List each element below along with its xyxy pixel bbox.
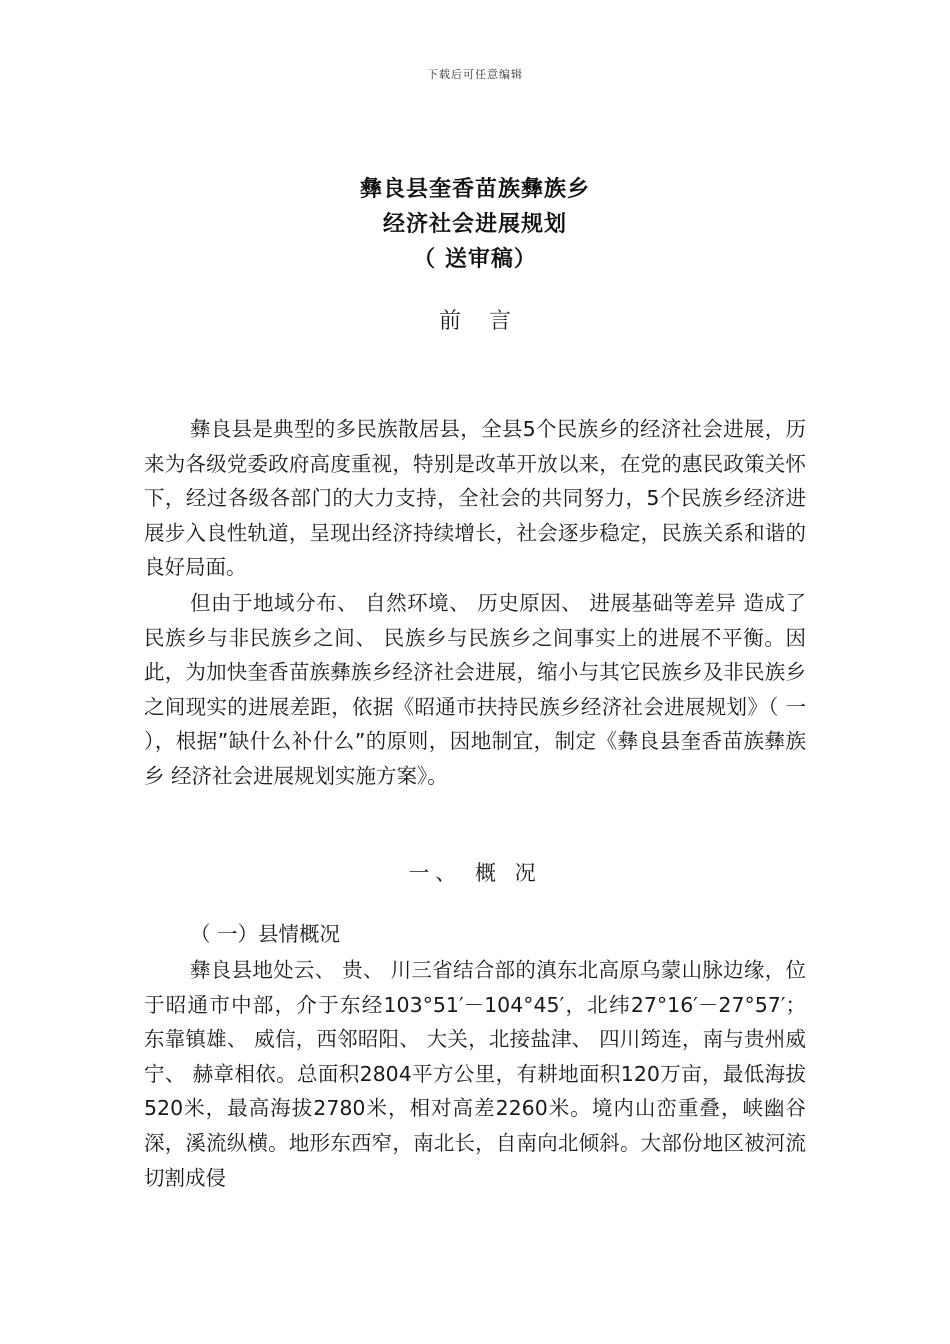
document-title-line3: （ 送审稿） <box>413 247 537 272</box>
paragraph-3: 彝良县地处云、 贵、 川三省结合部的滇东北高原乌蒙山脉边缘，位于昭通市中部，介于东经103°51′－104°45′，北纬27°16′－27°57′；东靠镇雄、 威信，西邻昭阳、 大关，北接盐津、 四川筠连，南与贵州威宁、 赫章相依。总面积2804平方公里，有耕地面积120万亩，最低海拔520米，最高海拔2780米，相对高差2260米。境内山峦重叠，峡幽谷深，溪流纵横。地形东西窄，南北长，自南向北倾斜。大部份地区被河流切割成侵 <box>144 958 806 1190</box>
section-heading-overview: 一、 概 况 <box>408 861 542 885</box>
document-title-line2: 经济社会进展规划 <box>382 212 567 237</box>
paragraph-2: 但由于地域分布、 自然环境、 历史原因、 进展基础等差异 造成了民族乡与非民族乡之间、 民族乡与民族乡之间事实上的进展不平衡。因此，为加快奎香苗族彝族乡经济社会进展，缩小与其它民族乡及非民族乡之间现实的进展差距，依据《昭通市扶持民族乡经济社会进展规划》（ 一 ），根据”缺什么补什么”的原则，因地制宜，制定《彝良县奎香苗族彝族乡 经济社会进展规划实施方案》。 <box>144 591 806 788</box>
paragraph-1: 彝良县是典型的多民族散居县，全县5个民族乡的经济社会进展，历来为各级党委政府高度重视，特别是改革开放以来，在党的惠民政策关怀下，经过各级各部门的大力支持，全社会的共同努力，5个民族乡经济进展步入良性轨道，呈现出经济持续增长，社会逐步稳定，民族关系和谐的良好局面。 <box>144 417 806 580</box>
document-title-line1: 彝良县奎香苗族彝族乡 <box>359 177 590 202</box>
subsection-heading-county: （ 一）县情概况 <box>190 922 341 946</box>
page-header: 下载后可任意编辑 <box>427 68 523 81</box>
preface-heading: 前言 <box>438 309 539 334</box>
